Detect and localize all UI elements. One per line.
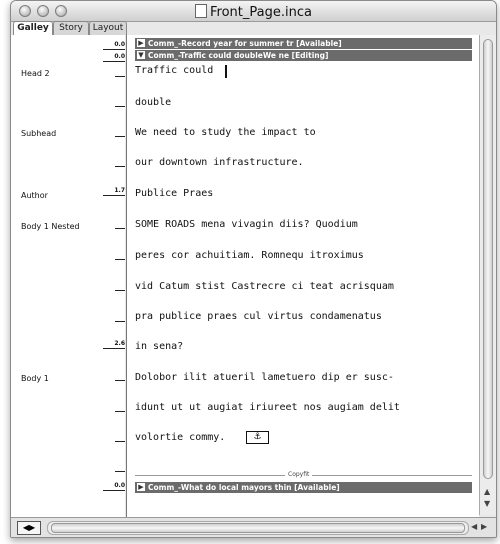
depth-label: 0.0 — [114, 41, 125, 48]
depth-label: 2.6 — [114, 340, 125, 347]
text-line[interactable]: Publice Praes — [135, 188, 214, 199]
scroll-down-arrow-icon[interactable]: ▼ — [484, 499, 491, 508]
text-line[interactable]: double — [135, 97, 172, 108]
text-line[interactable]: SOME ROADS mena vivagin diis? Quodium — [135, 219, 358, 230]
line-tick — [115, 259, 125, 260]
line-tick — [115, 441, 125, 442]
depth-line — [103, 348, 125, 349]
bottom-bar — [11, 517, 496, 538]
text-line[interactable]: vid Catum stist Castrecre ci teat acrisquam — [135, 281, 394, 292]
window-title-text: Front_Page.inca — [210, 5, 312, 20]
line-tick — [115, 136, 125, 137]
line-tick — [115, 411, 125, 412]
document-icon — [195, 4, 207, 18]
style-label-body-1: Body 1 — [21, 374, 49, 383]
text-line[interactable]: in sena? — [135, 341, 184, 352]
collapsed-triangle-icon[interactable]: ▶ — [138, 483, 144, 491]
text-cursor-icon — [225, 65, 227, 78]
text-line[interactable]: peres cor achuitiam. Romnequ itroximus — [135, 250, 364, 261]
window-title — [11, 4, 496, 20]
text-line[interactable]: Dolobor ilit atueril lametuero dip er susc- — [135, 372, 394, 383]
anchor-icon[interactable]: ⚓ — [246, 431, 269, 444]
horizontal-scrollbar[interactable] — [47, 521, 469, 535]
tab-story[interactable]: Story — [53, 21, 89, 35]
style-label-body-1-nested: Body 1 Nested — [21, 222, 80, 231]
story-bar-label: Comm_-Record year for summer tr [Available] — [148, 39, 342, 48]
scroll-right-arrow-icon[interactable]: ▶ — [481, 522, 488, 531]
tab-layout[interactable]: Layout — [89, 21, 127, 35]
story-bar-label: Comm_-Traffic could doubleWe ne [Editing] — [148, 51, 329, 60]
story-bar[interactable] — [135, 38, 472, 49]
line-tick — [115, 321, 125, 322]
story-bar-label: Comm_-What do local mayors thin [Available] — [148, 483, 340, 492]
depth-line — [103, 195, 125, 196]
scroll-left-arrow-icon[interactable]: ◀ — [471, 522, 478, 531]
depth-label: 0.0 — [114, 53, 125, 60]
scroll-up-arrow-icon[interactable]: ▲ — [484, 487, 491, 496]
text-line[interactable]: our downtown infrastructure. — [135, 157, 304, 168]
tab-galley[interactable]: Galley — [13, 21, 53, 35]
app-window — [10, 0, 497, 538]
depth-label: 0.0 — [114, 482, 125, 489]
story-bar-active[interactable] — [135, 50, 472, 61]
line-tick — [115, 76, 125, 77]
depth-line — [103, 61, 125, 62]
vertical-scroll-thumb[interactable] — [483, 39, 493, 479]
line-tick — [115, 290, 125, 291]
depth-line — [103, 49, 125, 50]
style-name-column — [11, 35, 125, 517]
title-bar — [11, 1, 496, 22]
vertical-scrollbar[interactable] — [479, 35, 496, 515]
galley-toggle-icon[interactable]: ◀▶ — [17, 521, 41, 535]
style-label-head-2: Head 2 — [21, 69, 50, 78]
line-tick — [115, 166, 125, 167]
expanded-triangle-icon[interactable]: ▼ — [138, 51, 144, 59]
collapsed-triangle-icon[interactable]: ▶ — [138, 39, 144, 47]
line-tick — [115, 228, 125, 229]
text-line[interactable]: We need to study the impact to — [135, 127, 316, 138]
text-line[interactable]: pra publice praes cul virtus condamenatus — [135, 311, 382, 322]
depth-label: 1.7 — [114, 187, 125, 194]
text-line[interactable]: Traffic could — [135, 65, 214, 76]
text-line[interactable]: idunt ut ut augiat iriureet nos augiam delit — [135, 402, 400, 413]
line-tick — [115, 380, 125, 381]
horizontal-scroll-thumb[interactable] — [51, 523, 465, 533]
line-tick — [115, 471, 125, 472]
style-label-subhead: Subhead — [21, 129, 57, 138]
story-bar[interactable] — [135, 482, 472, 493]
text-line[interactable]: volortie commy. — [135, 432, 226, 443]
galley-text-area[interactable] — [129, 35, 479, 517]
line-tick — [115, 106, 125, 107]
copyfit-label: Copyfit — [285, 471, 312, 478]
style-label-author: Author — [21, 191, 48, 200]
depth-line — [103, 490, 125, 491]
